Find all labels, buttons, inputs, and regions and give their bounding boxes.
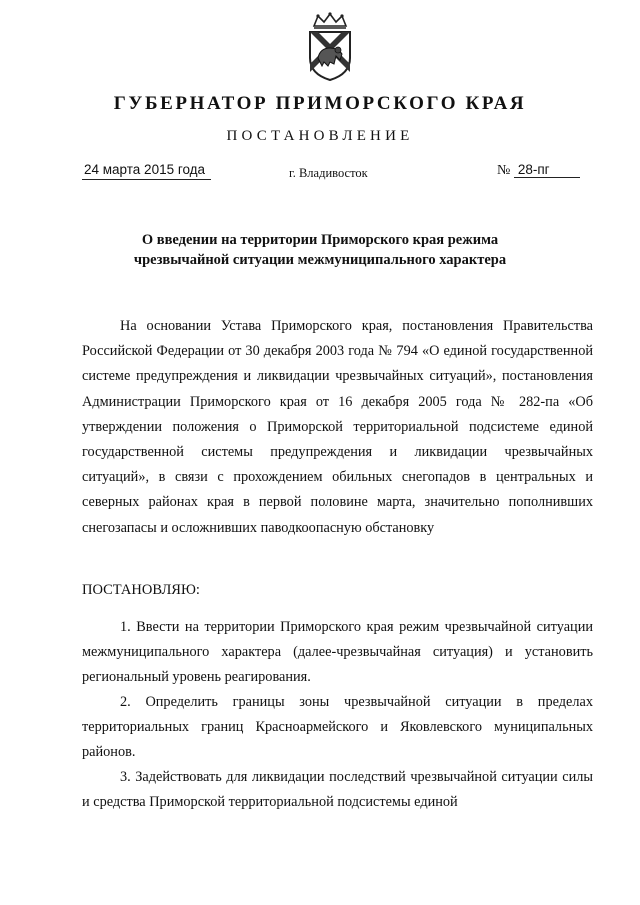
decree-item-3: 3. Задействовать для ликвидации последствий чрезвычайной ситуации силы и средства Приморской территориальной подсистемы единой (82, 769, 593, 811)
document-number (497, 162, 589, 179)
document-title (0, 230, 640, 270)
coat-of-arms-icon (304, 12, 356, 82)
document-city: г. Владивосток (289, 166, 368, 180)
title-line-1: О введении на территории Приморского края режима (141, 232, 499, 248)
decree-item-2: 2. Определить границы зоны чрезвычайной ситуации в пределах территориальных границ Красноармейского и Яковлевского муниципальных районов. (82, 694, 593, 761)
number-value: 28-пг (514, 162, 580, 178)
number-prefix: № (497, 163, 511, 178)
decree-item-1: 1. Ввести на территории Приморского края режим чрезвычайной ситуации межмуниципального характера (далее-чрезвычайная ситуация) и установить региональный уровень реагирования. (82, 619, 593, 686)
document-date: 24 марта 2015 года (82, 162, 211, 180)
decree-heading: ПОСТАНОВЛЯЮ: (82, 582, 200, 598)
title-line-2: чрезвычайной ситуации межмуниципального характера (133, 252, 507, 268)
document-type: ПОСТАНОВЛЕНИЕ (226, 128, 414, 144)
preamble-paragraph: На основании Устава Приморского края, постановления Правительства Российской Федерации от 30 декабря 2003 года № 794 «О единой государственной системе предупреждения и ликвидации чрезвычайных ситуаций», постановления Администрации Приморского края от 16 декабря 2005 года № 282-па «Об утверждении положения о Приморской территориальной подсистеме единой государственной системы предупреждения и ликвидации чрезвычайных ситуаций», в связи с прохождением обильных снегопадов в центральных и северных районах края в первой половине марта, значительно пополнивших снегозапасы и осложнивших паводкоопасную обстановку (82, 318, 593, 536)
issuing-authority: ГУБЕРНАТОР ПРИМОРСКОГО КРАЯ (113, 93, 527, 114)
